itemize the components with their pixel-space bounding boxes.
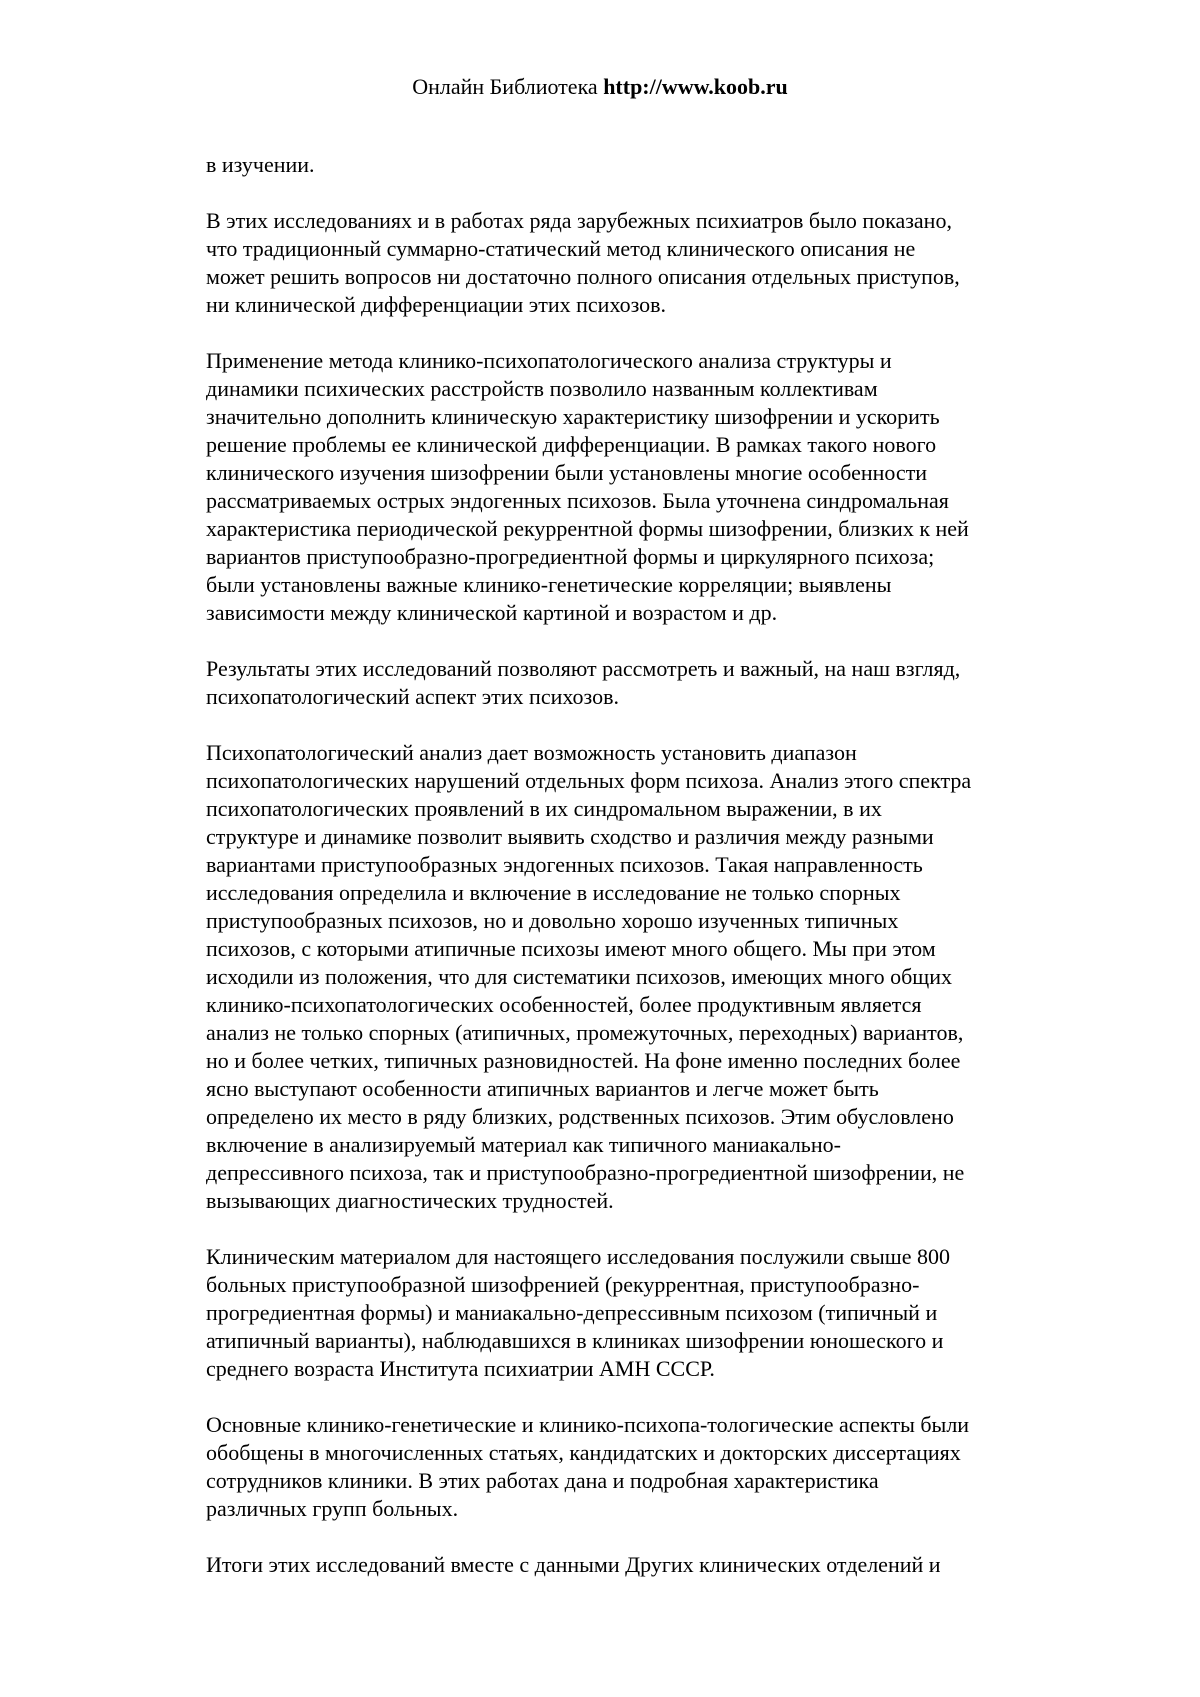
text-line: сотрудников клиники. В этих работах дана и подробная характеристика — [206, 1468, 879, 1493]
paragraph — [206, 151, 1076, 179]
text-line: атипичный варианты), наблюдавшихся в клиниках шизофрении юношеского и — [206, 1328, 944, 1353]
text-line: приступообразных психозов, но и довольно хорошо изученных типичных — [206, 908, 899, 933]
text-line: психопатологический аспект этих психозов. — [206, 684, 619, 709]
text-line: динамики психических расстройств позволило названным коллективам — [206, 376, 878, 401]
text-line: вариантами приступообразных эндогенных психозов. Такая направленность — [206, 852, 923, 877]
paragraph — [206, 1243, 1076, 1383]
text-line: обобщены в многочисленных статьях, кандидатских и докторских диссертациях — [206, 1440, 961, 1465]
text-line: но и более четких, типичных разновидностей. На фоне именно последних более — [206, 1048, 961, 1073]
text-line: клинико-психопатологических особенностей, более продуктивным является — [206, 992, 922, 1017]
text-line: включение в анализируемый материал как типичного маниакально- — [206, 1132, 841, 1157]
text-line: может решить вопросов ни достаточно полного описания отдельных приступов, — [206, 264, 960, 289]
text-line: больных приступообразной шизофренией (рекуррентная, приступообразно- — [206, 1272, 920, 1297]
site-label: Онлайн Библиотека — [412, 74, 598, 99]
paragraph — [206, 655, 1076, 711]
text-line: в изучении. — [206, 152, 315, 177]
paragraph — [206, 347, 1076, 627]
text-line: В этих исследованиях и в работах ряда зарубежных психиатров было показано, — [206, 208, 952, 233]
paragraph — [206, 207, 1076, 319]
text-line: вариантов приступообразно-прогредиентной формы и циркулярного психоза; — [206, 544, 935, 569]
text-line: психозов, с которыми атипичные психозы имеют много общего. Мы при этом — [206, 936, 936, 961]
text-line: среднего возраста Института психиатрии АМН СССР. — [206, 1356, 715, 1381]
text-line: Основные клинико-генетические и клинико-психопа-тологические аспекты были — [206, 1412, 970, 1437]
text-line: были установлены важные клинико-генетические корреляции; выявлены — [206, 572, 892, 597]
text-line: прогредиентная формы) и маниакально-депрессивным психозом (типичный и — [206, 1300, 938, 1325]
paragraph — [206, 1411, 1076, 1523]
paragraph — [206, 739, 1076, 1215]
text-line: определено их место в ряду близких, родственных психозов. Этим обусловлено — [206, 1104, 954, 1129]
text-line: ни клинической дифференциации этих психозов. — [206, 292, 667, 317]
text-line: Клиническим материалом для настоящего исследования послужили свыше 800 — [206, 1244, 950, 1269]
page-header — [0, 72, 1200, 102]
text-line: Результаты этих исследований позволяют рассмотреть и важный, на наш взгляд, — [206, 656, 961, 681]
text-line: значительно дополнить клиническую характеристику шизофрении и ускорить — [206, 404, 940, 429]
paragraph — [206, 1551, 1076, 1579]
document-body — [206, 151, 1076, 1607]
text-line: характеристика периодической рекуррентной формы шизофрении, близких к ней — [206, 516, 969, 541]
text-line: депрессивного психоза, так и приступообразно-прогредиентной шизофрении, не — [206, 1160, 965, 1185]
site-url[interactable]: http://www.koob.ru — [603, 74, 788, 99]
text-line: исследования определила и включение в исследование не только спорных — [206, 880, 901, 905]
text-line: Психопатологический анализ дает возможность установить диапазон — [206, 740, 857, 765]
text-line: зависимости между клинической картиной и возрастом и др. — [206, 600, 778, 625]
text-line: рассматриваемых острых эндогенных психозов. Была уточнена синдромальная — [206, 488, 949, 513]
text-line: структуре и динамике позволит выявить сходство и различия между разными — [206, 824, 934, 849]
text-line: различных групп больных. — [206, 1496, 459, 1521]
text-line: исходили из положения, что для систематики психозов, имеющих много общих — [206, 964, 953, 989]
text-line: решение проблемы ее клинической дифференциации. В рамках такого нового — [206, 432, 937, 457]
text-line: Итоги этих исследований вместе с данными Других клинических отделений и — [206, 1552, 941, 1577]
text-line: ясно выступают особенности атипичных вариантов и легче может быть — [206, 1076, 879, 1101]
text-line: Применение метода клинико-психопатологического анализа структуры и — [206, 348, 892, 373]
text-line: психопатологических нарушений отдельных форм психоза. Анализ этого спектра — [206, 768, 972, 793]
text-line: что традиционный суммарно-статический метод клинического описания не — [206, 236, 916, 261]
text-line: анализ не только спорных (атипичных, промежуточных, переходных) вариантов, — [206, 1020, 964, 1045]
text-line: вызывающих диагностических трудностей. — [206, 1188, 614, 1213]
text-line: психопатологических проявлений в их синдромальном выражении, в их — [206, 796, 882, 821]
text-line: клинического изучения шизофрении были установлены многие особенности — [206, 460, 928, 485]
